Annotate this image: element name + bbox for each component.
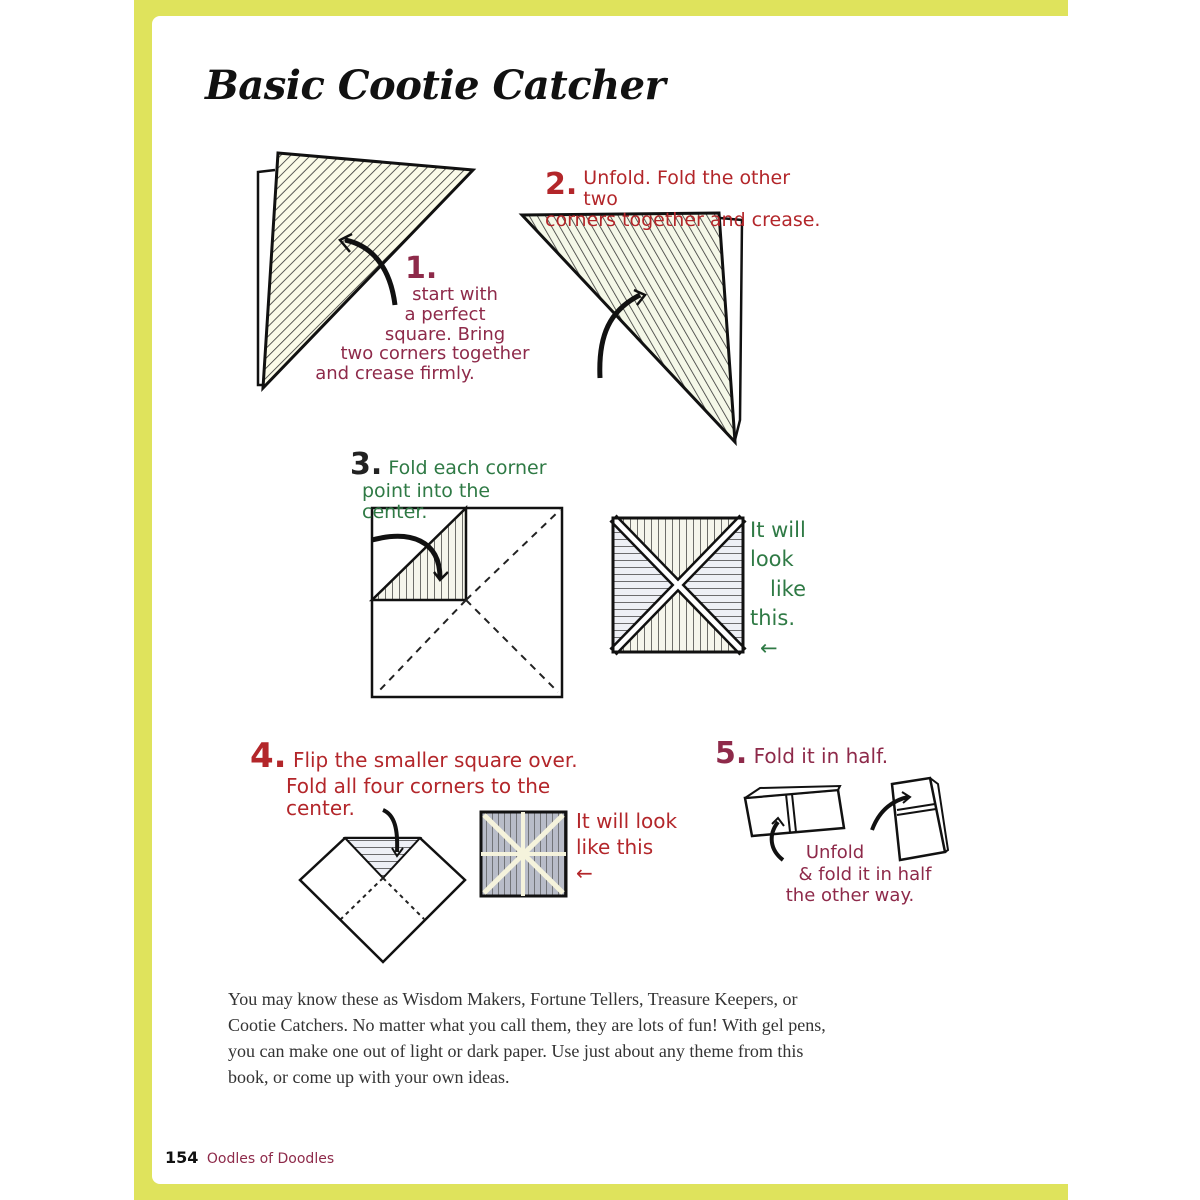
left-arrow-icon: ← (760, 635, 778, 660)
step3-note-line: It will (750, 518, 806, 542)
step2-drawing (522, 213, 742, 442)
step4-number: 4. (250, 736, 287, 776)
step2-number: 2. (545, 167, 578, 202)
step5-subnote-line: & fold it in half (798, 863, 932, 885)
step4-note-line: like this (576, 835, 654, 859)
step5-subnote-line: Unfold (805, 842, 865, 863)
step5-instructions (715, 737, 888, 770)
step2-instructions (545, 168, 820, 231)
page-number: 154 (165, 1148, 199, 1167)
step3-line: Fold each corner (388, 457, 547, 479)
step1-instructions (300, 252, 550, 384)
step2-line: Unfold. Fold the other two (583, 167, 791, 210)
step5-number: 5. (715, 736, 748, 771)
step1-number: 1. (405, 251, 438, 286)
step5-line: Fold it in half. (753, 744, 889, 768)
step3-note-line: this. (750, 606, 795, 631)
step3-instructions (350, 448, 547, 523)
body-paragraph: You may know these as Wisdom Makers, Fortune Tellers, Treasure Keepers, or Cootie Catchers. No matter what you call them, they are lots of fun! With gel pens, you can make one out of light or dark paper. Use just about any theme from this book, or come up with your own ideas. (228, 989, 826, 1087)
page-footer (165, 1148, 334, 1168)
left-arrow-icon: ← (576, 861, 593, 885)
step1-line: a perfect (404, 303, 486, 325)
step4-line: Flip the smaller square over. (292, 748, 578, 772)
step3-line: point into the (362, 480, 491, 502)
step4-result-square (481, 812, 566, 896)
step3-note-line: like (770, 576, 807, 601)
step4-note (576, 808, 677, 886)
step1-line: and crease firmly. (315, 363, 475, 385)
step2-line: corners together and crease. (545, 208, 821, 231)
step4-drawing (300, 810, 465, 962)
step1-line: two corners together (340, 343, 530, 365)
step3-number: 3. (350, 447, 383, 482)
page-title: Basic Cootie Catcher (205, 62, 666, 109)
book-title: Oodles of Doodles (206, 1151, 335, 1167)
step5-subnote (760, 842, 970, 907)
step3-note (750, 516, 806, 663)
step3-note-line: look (750, 547, 794, 572)
step4-note-line: It will look (576, 809, 678, 833)
step4-line: center. (286, 796, 355, 821)
step4-line: Fold all four corners to the (286, 774, 551, 799)
step4-instructions (250, 738, 578, 819)
step3-drawing (372, 508, 562, 697)
step3-line: center. (362, 500, 428, 523)
step5-subnote-line: the other way. (785, 885, 915, 907)
step1-line: start with (412, 284, 498, 305)
step1-line: square. Bring (384, 323, 506, 345)
step3-result-square (613, 518, 743, 652)
